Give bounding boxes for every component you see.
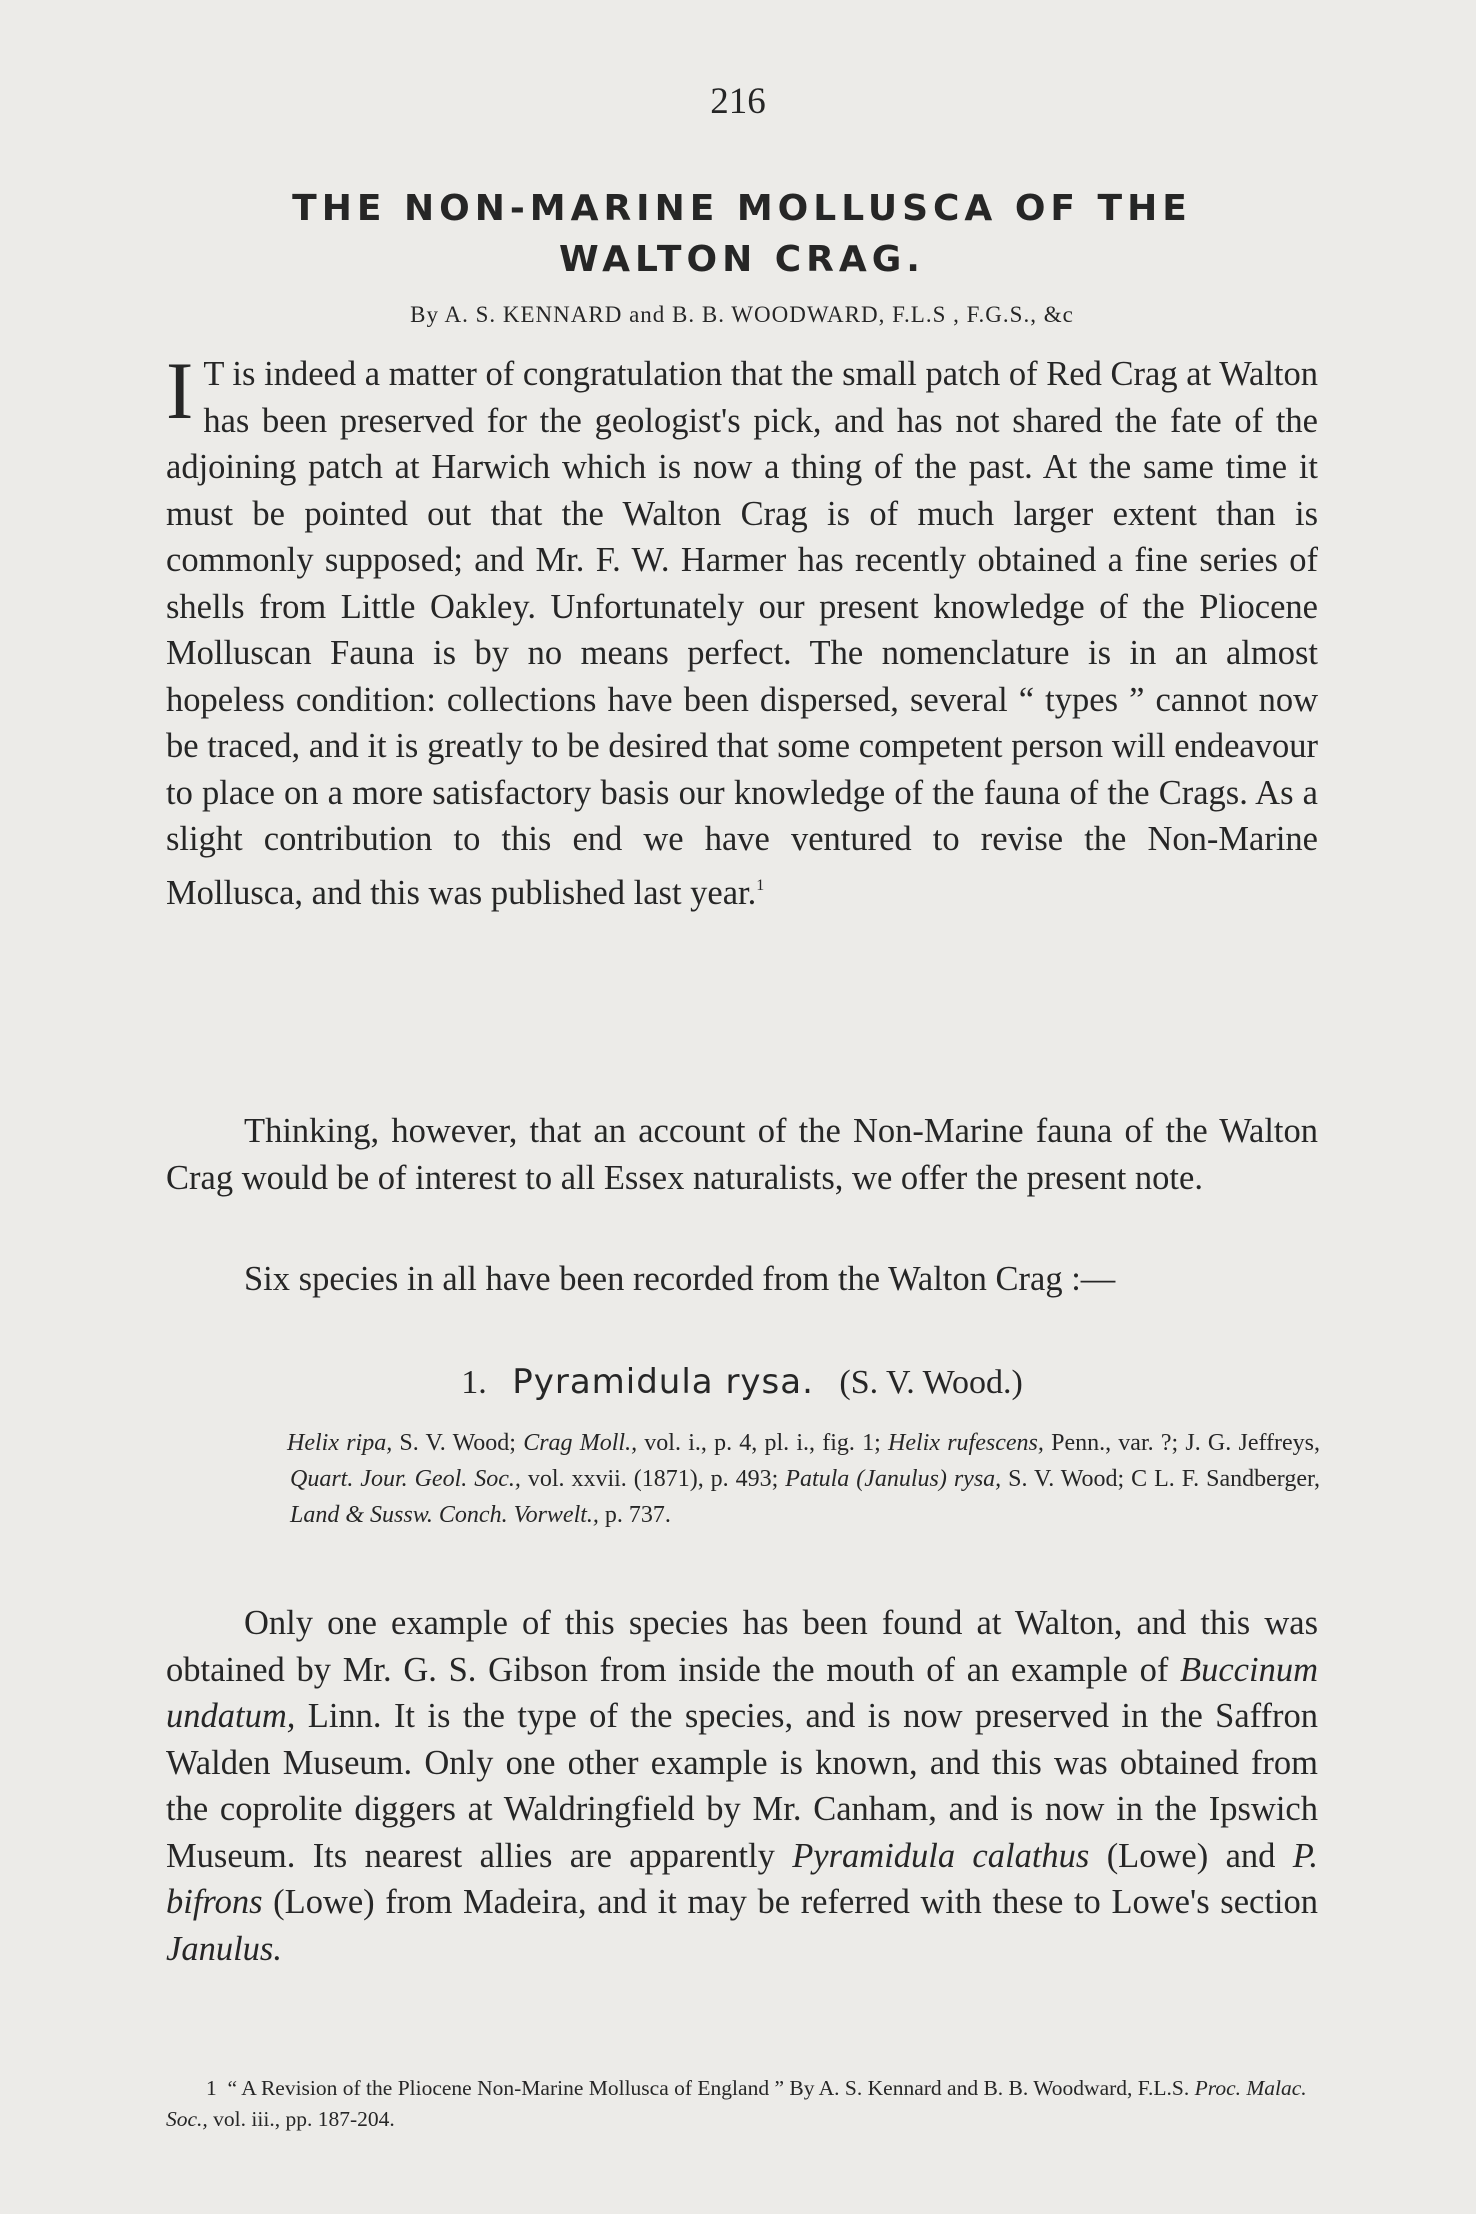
byline: By A. S. KENNARD and B. B. WOODWARD, F.L.S , F.G.S., &c [410,302,1074,327]
species-italic: Pyramidula calathus [792,1836,1090,1875]
paragraph-1 [166,345,1318,916]
paragraph-4-text: Only one example of this species has been found at Walton, and this was obtained by Mr. G. S. Gibson from inside the mouth of an example of [166,1604,1318,1689]
paragraph-3 [166,1256,1318,1303]
synonym-name: Patula (Janulus) rysa, [785,1466,1002,1492]
footnote-text: “ A Revision of the Pliocene Non-Marine Mollusca of England ” By A. S. Kennard and B. B. Woodward, F.L.S. [227,2076,1195,2100]
synonym-text: Penn., var. ?; J. G. Jeffreys, [1043,1430,1321,1456]
species-authority: (S. V. Wood.) [839,1364,1023,1401]
footnote-text: vol. iii., pp. 187-204. [207,2107,395,2131]
species-italic: P. bifrons [166,1836,1318,1921]
synonym-text: vol. i., p. 4, pl. i., fig. 1; [637,1430,889,1456]
article-title [166,183,1318,285]
species-number: 1. [461,1364,487,1401]
paragraph-4-text: (Lowe) and [1089,1836,1293,1875]
synonym-text: S. V. Wood; C L. F. Sandberger, [1001,1466,1321,1492]
species-name: Pyramidula rysa. [512,1362,814,1402]
synonym-ref: Crag Moll., [523,1430,638,1456]
section-italic: Janulus. [166,1929,282,1968]
synonym-ref: Land & Sussw. Conch. Vorwelt., [290,1502,599,1528]
species-heading [166,1362,1318,1402]
species-italic: Buccinum undatum, [166,1650,1318,1735]
synonym-text: S. V. Wood; [392,1430,524,1456]
paragraph-2-text: Thinking, however, that an account of the Non-Marine fauna of the Walton Crag would be of interest to all Essex naturalists, we offer the present note. [166,1112,1318,1197]
paragraph-1-text: T is indeed a matter of congratulation that the small patch of Red Crag at Walton has been preserved for the geologist's pick, and has not shared the fate of the adjoining patch at Harwich which is now a thing of the past. At the same time it must be pointed out that the Walton Crag is of much larger extent than is commonly supposed; and Mr. F. W. Harmer has recently obtained a fine series of shells from Little Oakley. Unfortunately our present knowledge of the Pliocene Molluscan Fauna is by no means perfect. The nomenclature is in an almost hopeless condition: collections have been dispersed, several “ types ” cannot now be traced, and it is greatly to be desired that some competent person will endeavour to place on a more satisfactory basis our knowledge of the fauna of the Crags. As a slight contribution to this end we have ventured to revise the Non-Marine Mollusca, and this was published last year. [166,355,1318,912]
paragraph-3-text: Six species in all have been recorded from the Walton Crag :— [244,1260,1116,1298]
drop-cap: I [166,345,194,436]
synonym-name: Helix ripa, [287,1430,393,1456]
footnote-journal: Proc. Malac. Soc., [166,2076,1307,2131]
footnote-mark: 1 [206,2076,217,2100]
synonymy-block [287,1425,1321,1533]
footnote [166,2073,1318,2135]
footnote-ref: 1 [756,876,765,894]
paragraph-2 [166,1108,1318,1201]
synonym-ref: Quart. Jour. Geol. Soc., [290,1466,521,1492]
title-line-1: THE NON-MARINE MOLLUSCA OF THE [292,188,1192,229]
synonym-name: Helix rufescens, [888,1430,1044,1456]
title-line-2: WALTON CRAG. [559,239,925,280]
synonym-text: p. 737. [598,1502,671,1528]
synonym-text: vol. xxvii. (1871), p. 493; [520,1466,786,1492]
paragraph-4-text: Linn. It is the type of the species, and is now preserved in the Saffron Walden Museum. Only one other example is known, and this was obtained from the coprolite diggers at Waldringfield by Mr. Canham, and is now in the Ipswich Museum. Its nearest allies are apparently [166,1697,1318,1875]
paragraph-4-text: (Lowe) from Madeira, and it may be referred with these to Lowe's section [262,1883,1318,1921]
page-number: 216 [710,81,766,122]
paragraph-4 [166,1600,1318,1972]
